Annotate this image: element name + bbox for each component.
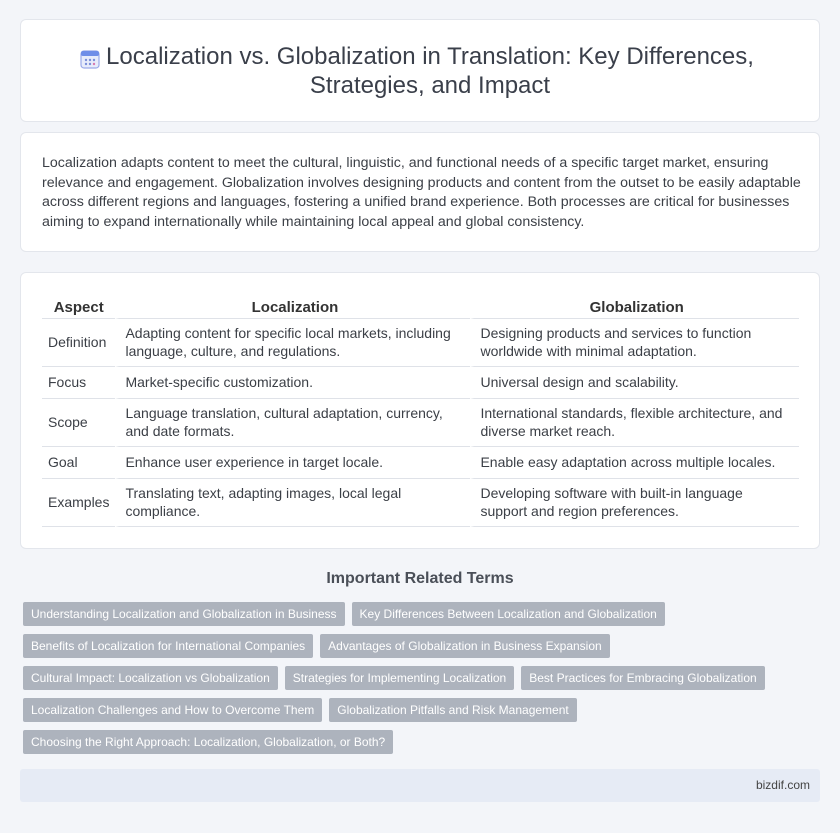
related-term-link[interactable]: Globalization Pitfalls and Risk Management [329, 698, 576, 722]
related-term-link[interactable]: Key Differences Between Localization and Globalization [352, 602, 665, 626]
cell-aspect: Goal [42, 447, 115, 479]
intro-card [20, 132, 820, 252]
cell-localization: Market-specific customization. [115, 367, 470, 399]
cell-localization: Translating text, adapting images, local legal compliance. [115, 479, 470, 527]
table-row [42, 367, 799, 399]
related-term-link[interactable]: Cultural Impact: Localization vs Globalization [23, 666, 278, 690]
related-term-link[interactable]: Benefits of Localization for International Companies [23, 634, 313, 658]
related-terms-title: Important Related Terms [326, 570, 514, 587]
cell-localization: Enhance user experience in target locale. [115, 447, 470, 479]
related-terms-list [23, 602, 803, 754]
cell-aspect: Focus [42, 367, 115, 399]
cell-globalization: International standards, flexible architecture, and diverse market reach. [470, 399, 799, 447]
cell-aspect: Examples [42, 479, 115, 527]
cell-globalization: Universal design and scalability. [470, 367, 799, 399]
header-localization: Localization [115, 295, 470, 319]
cell-globalization: Designing products and services to function worldwide with minimal adaptation. [470, 319, 799, 367]
cell-aspect: Definition [42, 319, 115, 367]
cell-globalization: Enable easy adaptation across multiple locales. [470, 447, 799, 479]
cell-localization: Language translation, cultural adaptation, currency, and date formats. [115, 399, 470, 447]
intro-paragraph: Localization adapts content to meet the cultural, linguistic, and functional needs of a specific target market, ensuring relevance and engagement. Globalization involves designing products and content from the outset to be easily adaptable across different regions and languages, fostering a unified brand experience. Both processes are critical for businesses aiming to expand internationally while maintaining local appeal and global consistency. [42, 155, 801, 230]
header-globalization: Globalization [470, 295, 799, 319]
related-term-link[interactable]: Localization Challenges and How to Overcome Them [23, 698, 322, 722]
related-term-link[interactable]: Best Practices for Embracing Globalization [521, 666, 764, 690]
related-term-link[interactable]: Choosing the Right Approach: Localization, Globalization, or Both? [23, 730, 393, 754]
related-term-link[interactable]: Advantages of Globalization in Business Expansion [320, 634, 610, 658]
related-term-link[interactable]: Strategies for Implementing Localization [285, 666, 514, 690]
comparison-card [20, 272, 820, 549]
table-row [42, 479, 799, 527]
related-term-link[interactable]: Understanding Localization and Globalization in Business [23, 602, 345, 626]
comparison-table [42, 295, 799, 527]
header-aspect: Aspect [42, 295, 115, 319]
table-row [42, 399, 799, 447]
footer-site-name[interactable]: bizdif.com [755, 778, 810, 792]
cell-globalization: Developing software with built-in language support and region preferences. [470, 479, 799, 527]
footer [20, 769, 820, 802]
page-title: Localization vs. Globalization in Translation: Key Differences, Strategies, and Impact [106, 42, 754, 99]
cell-localization: Adapting content for specific local markets, including language, culture, and regulations. [115, 319, 470, 367]
cell-aspect: Scope [42, 399, 115, 447]
table-row [42, 319, 799, 367]
header-card [20, 19, 820, 122]
table-header-row [42, 295, 799, 319]
table-row [42, 447, 799, 479]
